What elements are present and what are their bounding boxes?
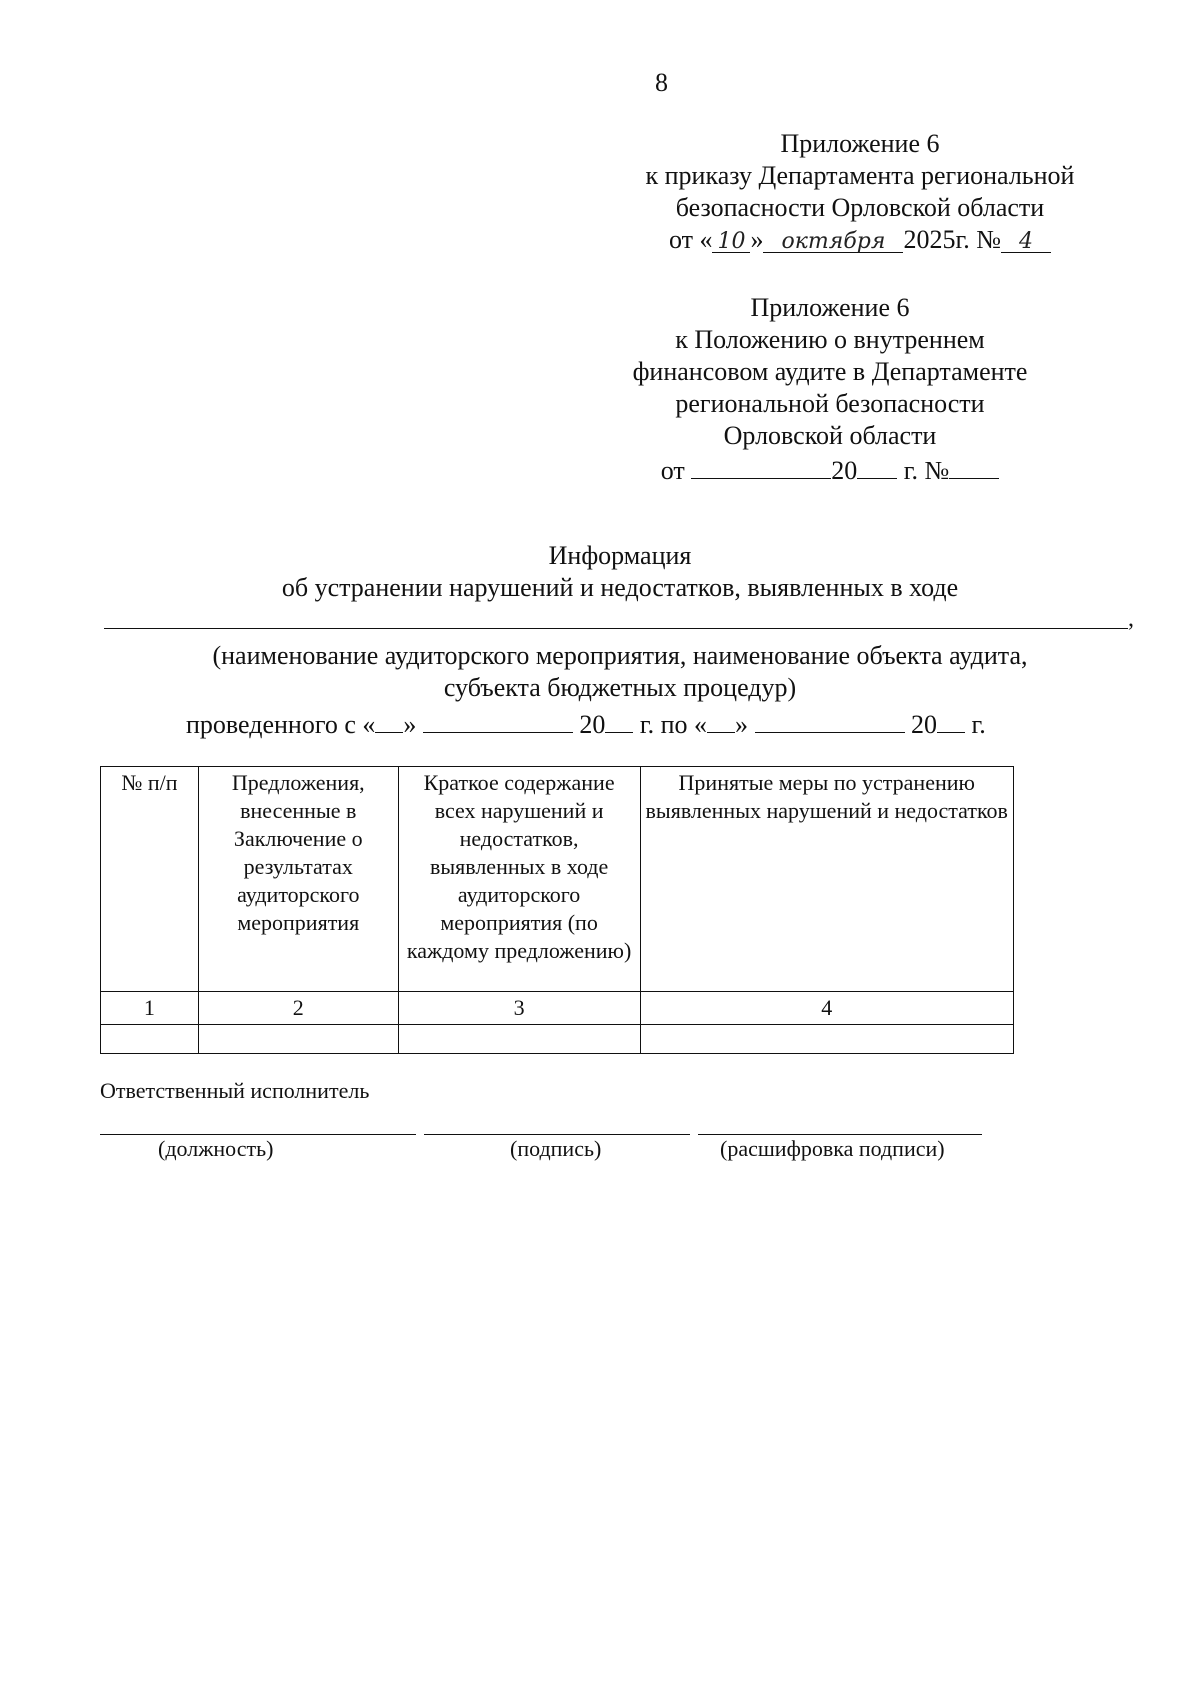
- regulation-number-blank: [949, 452, 999, 479]
- column-number-3: 3: [398, 992, 640, 1025]
- column-number-1: 1: [101, 992, 199, 1025]
- appendix-regulation-block: [620, 292, 1040, 487]
- responsible-executor-label: Ответственный исполнитель: [100, 1078, 370, 1103]
- order-date-day: 10: [712, 226, 750, 253]
- document-title: Информация: [548, 541, 692, 570]
- order-number: 4: [1001, 226, 1051, 253]
- position-signature-line: [100, 1134, 416, 1135]
- appendix-regulation-line3: финансовом аудите в Департаменте: [632, 357, 1028, 386]
- table-cell: [101, 1025, 199, 1054]
- period-year-from: 20: [579, 710, 606, 739]
- order-date-close: »: [750, 225, 764, 254]
- violations-table: [100, 766, 1014, 1054]
- table-cell: [640, 1025, 1014, 1054]
- document-subtitle: об устранении нарушений и недостатков, выявленных в ходе: [281, 573, 959, 602]
- period-year-from-blank: [605, 706, 633, 733]
- audit-period-line: [186, 706, 986, 740]
- column-number-2: 2: [198, 992, 398, 1025]
- audit-caption-line2: субъекта бюджетных процедур): [443, 673, 797, 702]
- audit-name-comma: ,: [1128, 606, 1134, 632]
- page-number: 8: [655, 68, 668, 97]
- regulation-date-mid: 20: [831, 456, 858, 485]
- table-row: [101, 1025, 1014, 1054]
- appendix-order-date-line: [620, 224, 1100, 256]
- regulation-date-blank: [691, 452, 831, 479]
- table-header-row: [101, 767, 1014, 992]
- header-proposals: Предложения, внесенные в Заключение о результатах аудиторского мероприятия: [198, 767, 398, 992]
- header-measures: Принятые меры по устранению выявленных нарушений и недостатков: [640, 767, 1014, 992]
- appendix-order-title: Приложение 6: [780, 129, 940, 158]
- period-text-to: г. по «: [639, 710, 708, 739]
- header-summary: Краткое содержание всех нарушений и недостатков, выявленных в ходе аудиторского мероприятия (по каждому предложению): [398, 767, 640, 992]
- appendix-regulation-line5: Орловской области: [723, 421, 937, 450]
- header-number: № п/п: [101, 767, 199, 992]
- period-year-to-blank: [937, 706, 965, 733]
- regulation-date-prefix: от: [660, 456, 685, 485]
- order-date-month: октября: [763, 226, 903, 253]
- period-year-suffix: г.: [971, 710, 986, 739]
- period-month-to-blank: [755, 706, 905, 733]
- audit-caption-line1: (наименование аудиторского мероприятия, наименование объекта аудита,: [212, 641, 1028, 670]
- period-text-from: проведенного с «: [186, 710, 376, 739]
- period-quote-close: »: [403, 710, 417, 739]
- order-date-year: 2025г. №: [903, 225, 1002, 254]
- table-cell: [198, 1025, 398, 1054]
- signature-caption: (подпись): [510, 1136, 602, 1161]
- regulation-date-suffix: г. №: [903, 456, 950, 485]
- position-caption: (должность): [158, 1136, 274, 1161]
- appendix-order-line2: к приказу Департамента региональной: [645, 161, 1075, 190]
- appendix-order-block: [620, 128, 1100, 256]
- period-month-from-blank: [423, 706, 573, 733]
- period-year-to: 20: [911, 710, 938, 739]
- order-date-prefix: от «: [668, 225, 713, 254]
- appendix-regulation-title: Приложение 6: [750, 293, 910, 322]
- decryption-caption: (расшифровка подписи): [720, 1136, 945, 1161]
- audit-name-blank-line: [104, 628, 1128, 629]
- appendix-regulation-date-line: [620, 452, 1040, 487]
- period-day-from-blank: [375, 706, 403, 733]
- period-day-to-blank: [707, 706, 735, 733]
- column-number-4: 4: [640, 992, 1014, 1025]
- appendix-regulation-line4: региональной безопасности: [675, 389, 985, 418]
- signature-line: [424, 1134, 690, 1135]
- table-cell: [398, 1025, 640, 1054]
- appendix-order-line3: безопасности Орловской области: [675, 193, 1045, 222]
- decryption-signature-line: [698, 1134, 982, 1135]
- period-quote-close-to: »: [735, 710, 749, 739]
- table-numbering-row: [101, 992, 1014, 1025]
- regulation-year-blank: [857, 452, 897, 479]
- appendix-regulation-line2: к Положению о внутреннем: [675, 325, 985, 354]
